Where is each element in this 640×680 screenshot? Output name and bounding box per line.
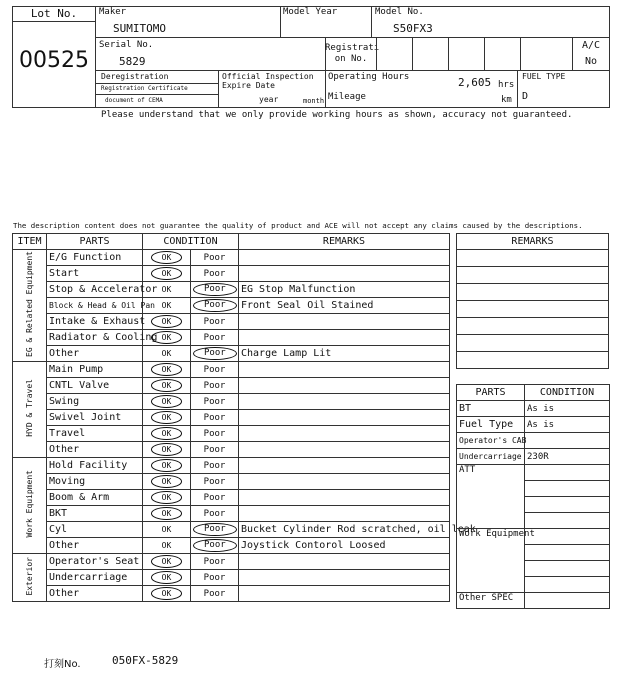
remark: Bucket Cylinder Rod scratched, oil leak xyxy=(239,522,450,538)
col-remarks-right: REMARKS xyxy=(457,234,609,250)
side-col-parts: PARTS xyxy=(457,385,525,401)
condition-poor[interactable] xyxy=(191,314,239,330)
condition-ok[interactable] xyxy=(143,378,191,394)
condition-poor[interactable] xyxy=(191,442,239,458)
ok-option: OK xyxy=(151,475,183,488)
poor-option: Poor xyxy=(193,523,237,536)
condition-poor[interactable] xyxy=(191,250,239,266)
condition-ok[interactable] xyxy=(143,458,191,474)
side-blank xyxy=(525,465,610,481)
right-remark-cell xyxy=(457,267,609,284)
table-row xyxy=(13,474,450,490)
side-col-condition: CONDITION xyxy=(525,385,610,401)
table-row xyxy=(13,490,450,506)
att-section-row xyxy=(457,465,610,481)
ok-option: OK xyxy=(151,251,183,264)
side-part: Fuel Type xyxy=(457,417,525,433)
part-name: Other xyxy=(47,346,143,362)
table-row xyxy=(13,346,450,362)
ok-option: OK xyxy=(151,507,183,520)
dereg-divider-2 xyxy=(95,94,219,95)
registration-label-2: on No. xyxy=(334,54,368,64)
part-name: Other xyxy=(47,442,143,458)
part-name: Block & Head & Oil Pan xyxy=(47,298,143,314)
reg-box-4 xyxy=(484,37,521,71)
side-blank xyxy=(525,593,610,609)
condition-ok[interactable] xyxy=(143,538,191,554)
ok-option: OK xyxy=(151,571,183,584)
poor-option: Poor xyxy=(203,381,226,391)
table-row xyxy=(13,538,450,554)
model-year-label: Model Year xyxy=(283,7,338,17)
side-parts-table xyxy=(456,384,610,609)
poor-option: Poor xyxy=(193,539,237,552)
right-remark-row xyxy=(457,250,609,267)
reg-box-5 xyxy=(520,37,573,71)
poor-option: Poor xyxy=(193,347,237,360)
work-equipment-section-row xyxy=(457,529,610,545)
cema-label: document of CEMA xyxy=(105,97,163,104)
remark xyxy=(239,554,450,570)
ok-option: OK xyxy=(151,331,183,344)
table-row xyxy=(13,570,450,586)
remark: EG Stop Malfunction xyxy=(239,282,450,298)
att-section-label: ATT xyxy=(459,465,476,475)
condition-poor[interactable] xyxy=(191,266,239,282)
table-row xyxy=(13,250,450,266)
poor-option: Poor xyxy=(203,493,226,503)
poor-option: Poor xyxy=(203,573,226,583)
remark xyxy=(239,426,450,442)
right-remark-row xyxy=(457,352,609,369)
remark: Charge Lamp Lit xyxy=(239,346,450,362)
ok-option: OK xyxy=(151,459,183,472)
ok-option: OK xyxy=(151,427,183,440)
ok-option: OK xyxy=(151,443,183,456)
table-row xyxy=(13,458,450,474)
stamp-label: 打刻No. xyxy=(44,659,81,670)
ok-option: OK xyxy=(151,315,183,328)
remark xyxy=(239,490,450,506)
part-name: Intake & Exhaust xyxy=(47,314,143,330)
poor-option: Poor xyxy=(203,317,226,327)
part-name: Hold Facility xyxy=(47,458,143,474)
condition-ok[interactable] xyxy=(143,586,191,602)
group-label-cell xyxy=(13,458,47,554)
table-row xyxy=(13,426,450,442)
condition-poor[interactable] xyxy=(191,298,239,314)
table-row xyxy=(13,298,450,314)
side-blank xyxy=(525,513,610,529)
table-row xyxy=(13,330,450,346)
remark xyxy=(239,474,450,490)
ok-option: OK xyxy=(151,555,183,568)
right-remark-cell xyxy=(457,318,609,335)
group-label: HYD & Travel xyxy=(25,379,34,437)
side-part: BT xyxy=(457,401,525,417)
condition-poor[interactable] xyxy=(191,458,239,474)
table-row xyxy=(13,282,450,298)
deregistration-label: Deregistration xyxy=(101,72,169,81)
maker-value: SUMITOMO xyxy=(113,22,166,35)
ok-option: OK xyxy=(161,285,172,294)
inspection-label-2: Expire Date xyxy=(222,81,275,90)
condition-ok[interactable] xyxy=(143,522,191,538)
ok-option: OK xyxy=(161,349,172,358)
poor-option: Poor xyxy=(203,253,226,263)
part-name: Other xyxy=(47,538,143,554)
table-row xyxy=(13,410,450,426)
condition-ok[interactable] xyxy=(143,346,191,362)
model-no-value: S50FX3 xyxy=(393,22,433,35)
side-row xyxy=(457,417,610,433)
poor-option: Poor xyxy=(203,333,226,343)
condition-poor[interactable] xyxy=(191,394,239,410)
condition-poor[interactable] xyxy=(191,490,239,506)
col-remarks: REMARKS xyxy=(239,234,450,250)
part-name: Main Pump xyxy=(47,362,143,378)
table-row xyxy=(13,314,450,330)
side-condition: 230R xyxy=(525,449,610,465)
part-name: Swing xyxy=(47,394,143,410)
side-row xyxy=(457,433,610,449)
att-section xyxy=(457,465,525,529)
poor-option: Poor xyxy=(203,557,226,567)
lot-label: Lot No. xyxy=(30,7,78,20)
table-row xyxy=(13,506,450,522)
ok-option: OK xyxy=(151,491,183,504)
part-name: Stop & Accelerator xyxy=(47,282,143,298)
dereg-divider-1 xyxy=(95,83,219,84)
working-hours-note: Please understand that we only provide working hours as shown, accuracy not guaranteed. xyxy=(101,110,573,120)
side-part: Undercarriage xyxy=(457,449,525,465)
condition-ok[interactable] xyxy=(143,266,191,282)
fuel-type-label: FUEL TYPE xyxy=(522,72,566,81)
right-remark-row xyxy=(457,267,609,284)
work-equipment-section xyxy=(457,529,535,593)
table-row xyxy=(13,554,450,570)
ac-label: A/C xyxy=(581,40,601,51)
right-remark-row xyxy=(457,301,609,318)
poor-option: Poor xyxy=(203,477,226,487)
condition-ok[interactable] xyxy=(143,506,191,522)
table-row xyxy=(13,378,450,394)
part-name: Moving xyxy=(47,474,143,490)
condition-poor[interactable] xyxy=(191,410,239,426)
lot-number: 00525 xyxy=(19,48,89,73)
remark xyxy=(239,506,450,522)
part-name: Start xyxy=(47,266,143,282)
remark xyxy=(239,378,450,394)
condition-poor[interactable] xyxy=(191,282,239,298)
ok-option: OK xyxy=(151,363,183,376)
remark xyxy=(239,442,450,458)
hrs-label: hrs xyxy=(498,80,515,90)
poor-option: Poor xyxy=(203,429,226,439)
right-remark-row xyxy=(457,284,609,301)
condition-poor[interactable] xyxy=(191,346,239,362)
ok-option: OK xyxy=(151,587,183,600)
serial-value: 5829 xyxy=(119,55,146,68)
condition-poor[interactable] xyxy=(191,362,239,378)
other-spec-section-row xyxy=(457,593,610,609)
km-label: km xyxy=(501,95,512,105)
condition-poor[interactable] xyxy=(191,538,239,554)
ok-option: OK xyxy=(161,525,172,534)
maker-label: Maker xyxy=(99,7,127,17)
month-label: month xyxy=(303,97,325,105)
poor-option: Poor xyxy=(203,461,226,471)
side-condition xyxy=(525,433,610,449)
remark xyxy=(239,362,450,378)
group-label: Exterior xyxy=(25,556,34,596)
remark xyxy=(239,394,450,410)
remark xyxy=(239,330,450,346)
work-equipment-section-label: Work Equipment xyxy=(459,529,535,539)
part-name: Undercarriage xyxy=(47,570,143,586)
operating-hours-value: 2,605 xyxy=(458,76,492,89)
mileage-label: Mileage xyxy=(328,92,366,102)
poor-option: Poor xyxy=(203,365,226,375)
group-label-cell xyxy=(13,362,47,458)
condition-ok[interactable] xyxy=(143,410,191,426)
side-blank xyxy=(525,577,610,593)
poor-option: Poor xyxy=(193,299,237,312)
right-remark-cell xyxy=(457,250,609,267)
condition-ok[interactable] xyxy=(143,490,191,506)
ac-value: No xyxy=(584,56,598,67)
side-condition: As is xyxy=(525,401,610,417)
reg-cert-label: Registration Certificate xyxy=(101,85,188,92)
table-row xyxy=(13,362,450,378)
condition-ok[interactable] xyxy=(143,394,191,410)
condition-table-header xyxy=(13,234,450,250)
other-spec-section-label: Other SPEC xyxy=(459,593,514,603)
part-name: CNTL Valve xyxy=(47,378,143,394)
ok-option: OK xyxy=(161,301,172,310)
side-row xyxy=(457,401,610,417)
remark xyxy=(239,570,450,586)
condition-poor[interactable] xyxy=(191,522,239,538)
part-name: Boom & Arm xyxy=(47,490,143,506)
reg-box-2 xyxy=(412,37,449,71)
poor-option: Poor xyxy=(203,509,226,519)
right-remark-cell xyxy=(457,301,609,318)
condition-poor[interactable] xyxy=(191,474,239,490)
col-parts: PARTS xyxy=(47,234,143,250)
operating-hours-label: Operating Hours xyxy=(328,72,410,82)
remark xyxy=(239,458,450,474)
remark: Front Seal Oil Stained xyxy=(239,298,450,314)
remark xyxy=(239,410,450,426)
right-remark-cell xyxy=(457,335,609,352)
registration-label-1: Registrati xyxy=(325,43,380,53)
group-label: Work Equipment xyxy=(25,470,34,538)
condition-poor[interactable] xyxy=(191,570,239,586)
table-row xyxy=(13,442,450,458)
poor-option: Poor xyxy=(203,269,226,279)
stamp-value: 050FX-5829 xyxy=(112,654,179,667)
side-condition: As is xyxy=(525,417,610,433)
reg-box-3 xyxy=(448,37,485,71)
condition-ok[interactable] xyxy=(143,474,191,490)
part-name: Travel xyxy=(47,426,143,442)
part-name: E/G Function xyxy=(47,250,143,266)
serial-label: Serial No. xyxy=(99,40,154,50)
group-label-cell xyxy=(13,554,47,602)
part-name: BKT xyxy=(47,506,143,522)
disclaimer: The description content does not guarantee the quality of product and ACE will not accept any claims caused by the descriptions. xyxy=(13,221,583,230)
right-remarks-table xyxy=(456,233,609,369)
condition-poor[interactable] xyxy=(191,330,239,346)
poor-option: Poor xyxy=(203,589,226,599)
right-remark-cell xyxy=(457,284,609,301)
reg-box-1 xyxy=(376,37,413,71)
condition-ok[interactable] xyxy=(143,314,191,330)
year-label: year xyxy=(259,95,279,104)
inspection-label-1: Official Inspection xyxy=(222,72,314,81)
part-name: Cyl xyxy=(47,522,143,538)
poor-option: Poor xyxy=(203,413,226,423)
part-name: Other xyxy=(47,586,143,602)
right-remark-row xyxy=(457,318,609,335)
poor-option: Poor xyxy=(203,397,226,407)
remark xyxy=(239,314,450,330)
table-row xyxy=(13,266,450,282)
part-name: Swivel Joint xyxy=(47,410,143,426)
right-remark-row xyxy=(457,335,609,352)
table-row xyxy=(13,522,450,538)
other-spec-section xyxy=(457,593,525,609)
remark xyxy=(239,250,450,266)
model-no-label: Model No. xyxy=(375,7,424,17)
poor-option: Poor xyxy=(203,445,226,455)
remark xyxy=(239,586,450,602)
side-blank xyxy=(525,497,610,513)
side-part: Operator's CAB xyxy=(457,433,525,449)
side-blank xyxy=(525,529,610,545)
fuel-type-value: D xyxy=(522,91,529,102)
side-blank xyxy=(525,561,610,577)
condition-ok[interactable] xyxy=(143,362,191,378)
part-name: Radiator & Cooling xyxy=(47,330,143,346)
col-item: ITEM xyxy=(13,234,47,250)
col-condition: CONDITION xyxy=(143,234,239,250)
ok-option: OK xyxy=(151,395,183,408)
group-label-cell xyxy=(13,250,47,362)
condition-poor[interactable] xyxy=(191,506,239,522)
condition-ok[interactable] xyxy=(143,442,191,458)
condition-ok[interactable] xyxy=(143,426,191,442)
condition-poor[interactable] xyxy=(191,586,239,602)
remark: Joystick Contorol Loosed xyxy=(239,538,450,554)
group-label: EG & Related Equipment xyxy=(25,251,34,357)
poor-option: Poor xyxy=(193,283,237,296)
ok-option: OK xyxy=(151,379,183,392)
condition-ok[interactable] xyxy=(143,554,191,570)
ok-option: OK xyxy=(161,541,172,550)
ok-option: OK xyxy=(151,411,183,424)
right-remark-cell xyxy=(457,352,609,369)
remark xyxy=(239,266,450,282)
condition-poor[interactable] xyxy=(191,554,239,570)
part-name: Operator's Seat xyxy=(47,554,143,570)
side-blank xyxy=(525,545,610,561)
table-row xyxy=(13,394,450,410)
condition-ok[interactable] xyxy=(143,250,191,266)
ok-option: OK xyxy=(151,267,183,280)
condition-poor[interactable] xyxy=(191,426,239,442)
side-row xyxy=(457,449,610,465)
condition-ok[interactable] xyxy=(143,570,191,586)
side-blank xyxy=(525,481,610,497)
table-row xyxy=(13,586,450,602)
condition-poor[interactable] xyxy=(191,378,239,394)
